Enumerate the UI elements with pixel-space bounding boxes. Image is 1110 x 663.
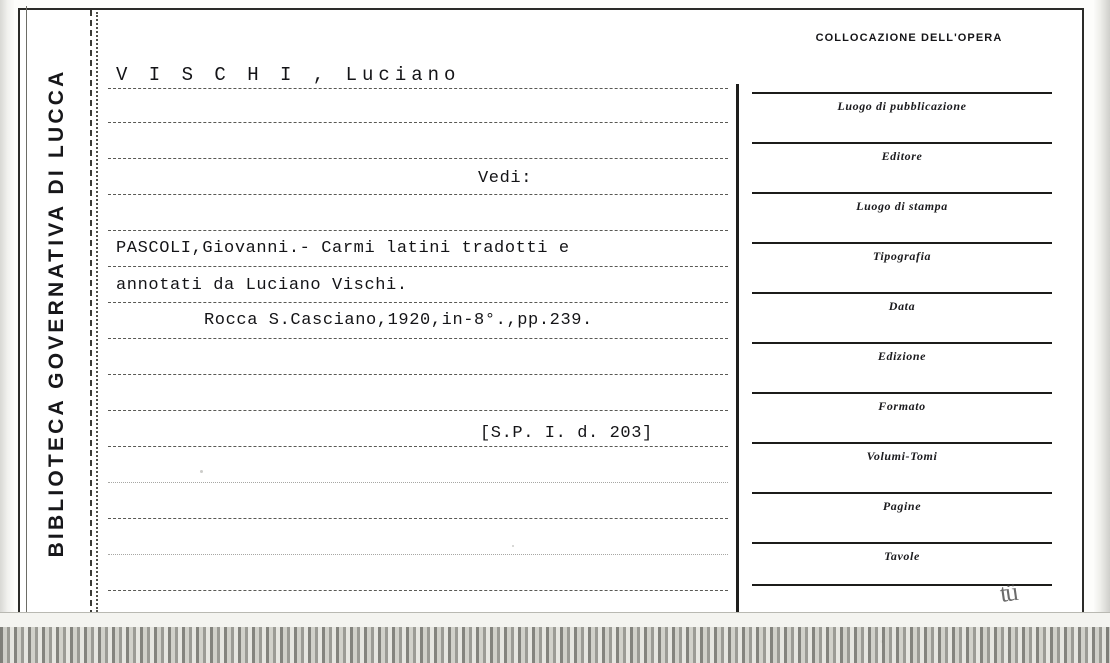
- rule-line: [108, 88, 728, 89]
- panel-row-line: [752, 392, 1052, 394]
- scan-speck: [512, 545, 514, 547]
- rule-line: [108, 482, 728, 483]
- panel-row-label: Luogo di stampa: [856, 199, 948, 213]
- collocazione-panel: [748, 20, 1058, 612]
- panel-row-line: [752, 92, 1052, 94]
- panel-row-line: [752, 192, 1052, 194]
- panel-row-line: [752, 342, 1052, 344]
- scan-speck: [200, 470, 203, 473]
- rule-line: [108, 446, 728, 447]
- pencil-annotation: tü: [997, 577, 1019, 608]
- scan-speck: [640, 120, 642, 122]
- scan-bottom-strip: [0, 627, 1110, 663]
- panel-row-label: Volumi-Tomi: [866, 449, 938, 463]
- rule-line: [108, 230, 728, 231]
- panel-row-label: Pagine: [882, 499, 922, 513]
- scan-bottom-cover: [0, 612, 1110, 627]
- panel-row-line: [752, 542, 1052, 544]
- shelfmark-label: [S.P. I. d. 203]: [480, 424, 653, 443]
- panel-row-label: Luogo di pubblicazione: [837, 99, 967, 113]
- panel-row-line: [752, 292, 1052, 294]
- panel-row-label: Tavole: [884, 549, 920, 563]
- rule-line: [108, 158, 728, 159]
- panel-row-label: Editore: [881, 149, 923, 163]
- panel-row-label: Tipografia: [872, 249, 932, 263]
- collocazione-title: COLLOCAZIONE DELL'OPERA: [815, 32, 1003, 44]
- panel-row-line: [752, 242, 1052, 244]
- scan-edge-right: [1094, 0, 1110, 663]
- panel-row-label: Edizione: [877, 349, 927, 363]
- scan-edge-left: [0, 0, 14, 663]
- rule-line: [108, 122, 728, 123]
- panel-row-line: [752, 492, 1052, 494]
- rule-line: [108, 266, 728, 267]
- panel-row-label: Data: [888, 299, 916, 313]
- rule-line: [108, 338, 728, 339]
- card-heading: V I S C H I , Luciano: [116, 64, 461, 86]
- rule-line: [108, 554, 728, 555]
- rule-line: [108, 194, 728, 195]
- rule-line: [108, 374, 728, 375]
- panel-row-line: [752, 142, 1052, 144]
- see-reference-label: Vedi:: [478, 169, 533, 188]
- dotted-guide-line: [96, 12, 98, 612]
- library-spine-label: BIBLIOTECA GOVERNATIVA DI LUCCA: [45, 68, 68, 558]
- card-body: [108, 14, 728, 610]
- panel-divider: [736, 84, 739, 612]
- library-spine: [24, 10, 92, 616]
- rule-line: [108, 518, 728, 519]
- rule-line: [108, 302, 728, 303]
- panel-row-label: Formato: [878, 399, 926, 413]
- rule-line: [108, 410, 728, 411]
- entry-line-2: annotati da Luciano Vischi.: [116, 276, 408, 295]
- entry-line-1: PASCOLI,Giovanni.- Carmi latini tradotti e: [116, 239, 570, 258]
- entry-line-3: Rocca S.Casciano,1920,in-8°.,pp.239.: [204, 311, 593, 330]
- panel-row-line: [752, 442, 1052, 444]
- rule-line: [108, 590, 728, 591]
